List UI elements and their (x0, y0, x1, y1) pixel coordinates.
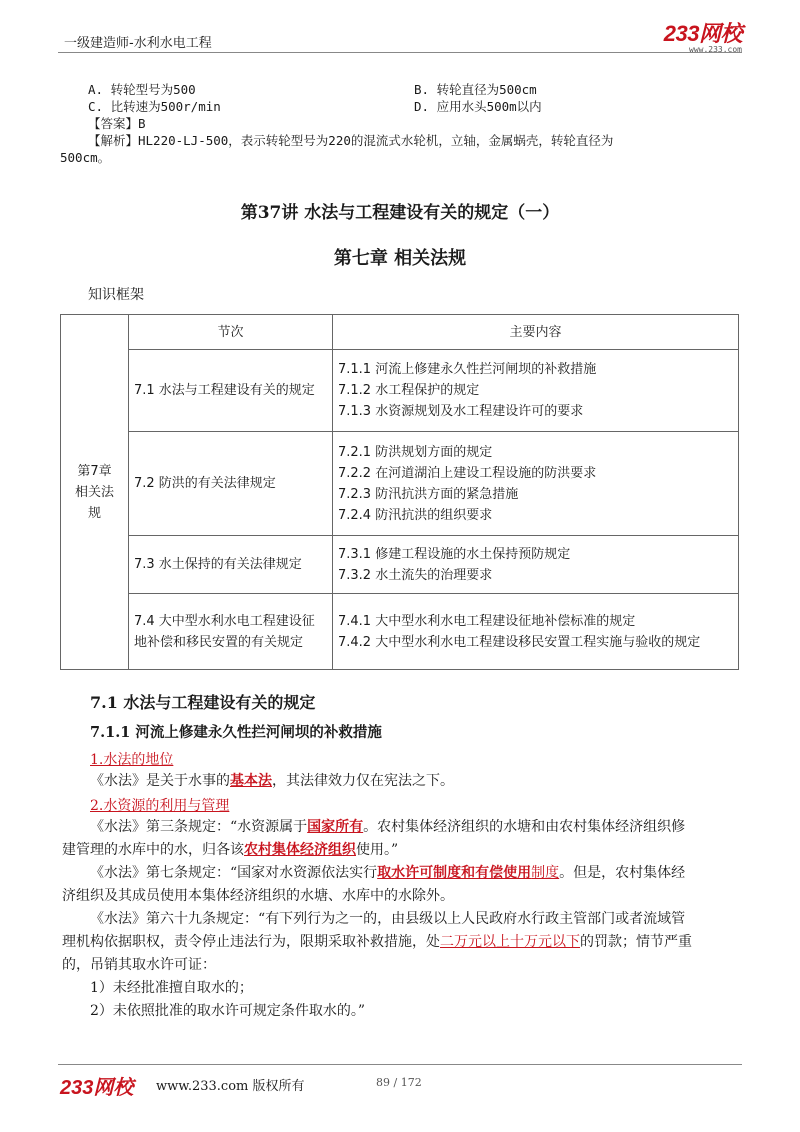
content-item: 7.3.2 水土流失的治理要求 (338, 567, 493, 583)
brand-logo (664, 22, 742, 54)
logo-url: www.233.com (689, 45, 742, 54)
list-item-2: 2）未依照批准的取水许可规定条件取水的。” (90, 1003, 366, 1019)
content-item: 7.4.2 大中型水利水电工程建设移民安置工程实施与验收的规定 (338, 634, 701, 650)
section-cell: 7.1 水法与工程建设有关的规定 (129, 350, 333, 432)
table-row (61, 432, 739, 536)
option-b: B. 转轮直径为500cm (414, 82, 537, 97)
analysis-line-1: 【解析】HL220-LJ-500，表示转轮型号为220的混流式水轮机，立轴，金属蜗壳，转轮直径为 (88, 133, 614, 148)
content-item: 7.3.1 修建工程设施的水土保持预防规定 (338, 546, 571, 562)
option-d: D. 应用水头500m以内 (414, 99, 542, 114)
section-cell: 7.2 防洪的有关法律规定 (129, 432, 333, 536)
content-item: 7.4.1 大中型水利水电工程建设征地补偿标准的规定 (338, 613, 636, 629)
framework-label: 知识框架 (88, 287, 144, 303)
content-cell (333, 594, 739, 670)
content-item: 7.2.4 防汛抗洪的组织要求 (338, 507, 493, 523)
paragraph-article-3-line-1: 《水法》第三条规定：“水资源属于国家所有。农村集体经济组织的水塘和由农村集体经济组织修 (90, 819, 686, 835)
section-heading-7-1: 7.1 水法与工程建设有关的规定 (90, 693, 316, 712)
paragraph-article-69-line-1: 《水法》第六十九条规定：“有下列行为之一的，由县级以上人民政府水行政主管部门或者流域管 (90, 911, 686, 927)
table-row (61, 594, 739, 670)
paragraph-water-law-status: 《水法》是关于水事的基本法，其法律效力仅在宪法之下。 (90, 773, 454, 789)
content-item: 7.2.1 防洪规划方面的规定 (338, 444, 493, 460)
logo-text: 233网校 (663, 21, 742, 46)
table-row (61, 536, 739, 594)
content-item: 7.2.2 在河道湖泊上建设工程设施的防洪要求 (338, 465, 597, 481)
page-footer (58, 1064, 742, 1099)
subsection-heading-7-1-1: 7.1.1 河流上修建永久性拦河闸坝的补救措施 (90, 724, 382, 741)
content-cell (333, 432, 739, 536)
answer: 【答案】B (88, 116, 146, 131)
footer-logo: 233网校 (60, 1077, 134, 1099)
content-item: 7.2.3 防汛抗洪方面的紧急措施 (338, 486, 519, 502)
option-a: A. 转轮型号为500 (88, 82, 196, 97)
item-2-title: 2.水资源的利用与管理 (90, 798, 230, 814)
table-header-row (61, 315, 739, 350)
chapter-cell-text: 第7章相关法规 (74, 463, 114, 521)
chapter-cell (61, 315, 129, 670)
section-cell: 7.3 水土保持的有关法律规定 (129, 536, 333, 594)
option-c: C. 比转速为500r/min (88, 99, 221, 114)
section-cell: 7.4 大中型水利水电工程建设征地补偿和移民安置的有关规定 (129, 594, 333, 670)
chapter-title: 第七章 相关法规 (333, 248, 467, 269)
content-item: 7.1.2 水工程保护的规定 (338, 383, 480, 398)
analysis-line-2: 500cm。 (60, 150, 111, 165)
header-section: 节次 (129, 315, 333, 350)
content-item: 7.1.1 河流上修建永久性拦河闸坝的补救措施 (338, 362, 597, 377)
paragraph-article-7-line-2: 济组织及其成员使用本集体经济组织的水塘、水库中的水除外。 (62, 888, 454, 904)
content-item: 7.1.3 水资源规划及水工程建设许可的要求 (338, 404, 584, 419)
paragraph-article-69-line-3: 的，吊销其取水许可证： (62, 957, 216, 973)
page-number: 89 / 172 (376, 1076, 422, 1089)
footer-site: www.233.com 版权所有 (156, 1079, 305, 1094)
header-title: 一级建造师-水利水电工程 (64, 36, 212, 51)
table-row (61, 350, 739, 432)
paragraph-article-69-line-2: 理机构依据职权，责令停止违法行为，限期采取补救措施，处二万元以上十万元以下的罚款；情节严重 (62, 934, 692, 950)
item-1-title: 1.水法的地位 (90, 752, 174, 768)
content-cell (333, 350, 739, 432)
paragraph-article-3-line-2: 建管理的水库中的水，归各该农村集体经济组织使用。” (62, 842, 399, 858)
list-item-1: 1）未经批准擅自取水的； (90, 980, 253, 996)
header-content: 主要内容 (333, 315, 739, 350)
content-cell (333, 536, 739, 594)
paragraph-article-7-line-1: 《水法》第七条规定：“国家对水资源依法实行取水许可制度和有偿使用制度。但是，农村集体经 (90, 865, 686, 881)
page-header (58, 22, 742, 53)
knowledge-framework-table (60, 314, 739, 670)
lecture-title: 第37讲 水法与工程建设有关的规定（一） (240, 203, 560, 223)
